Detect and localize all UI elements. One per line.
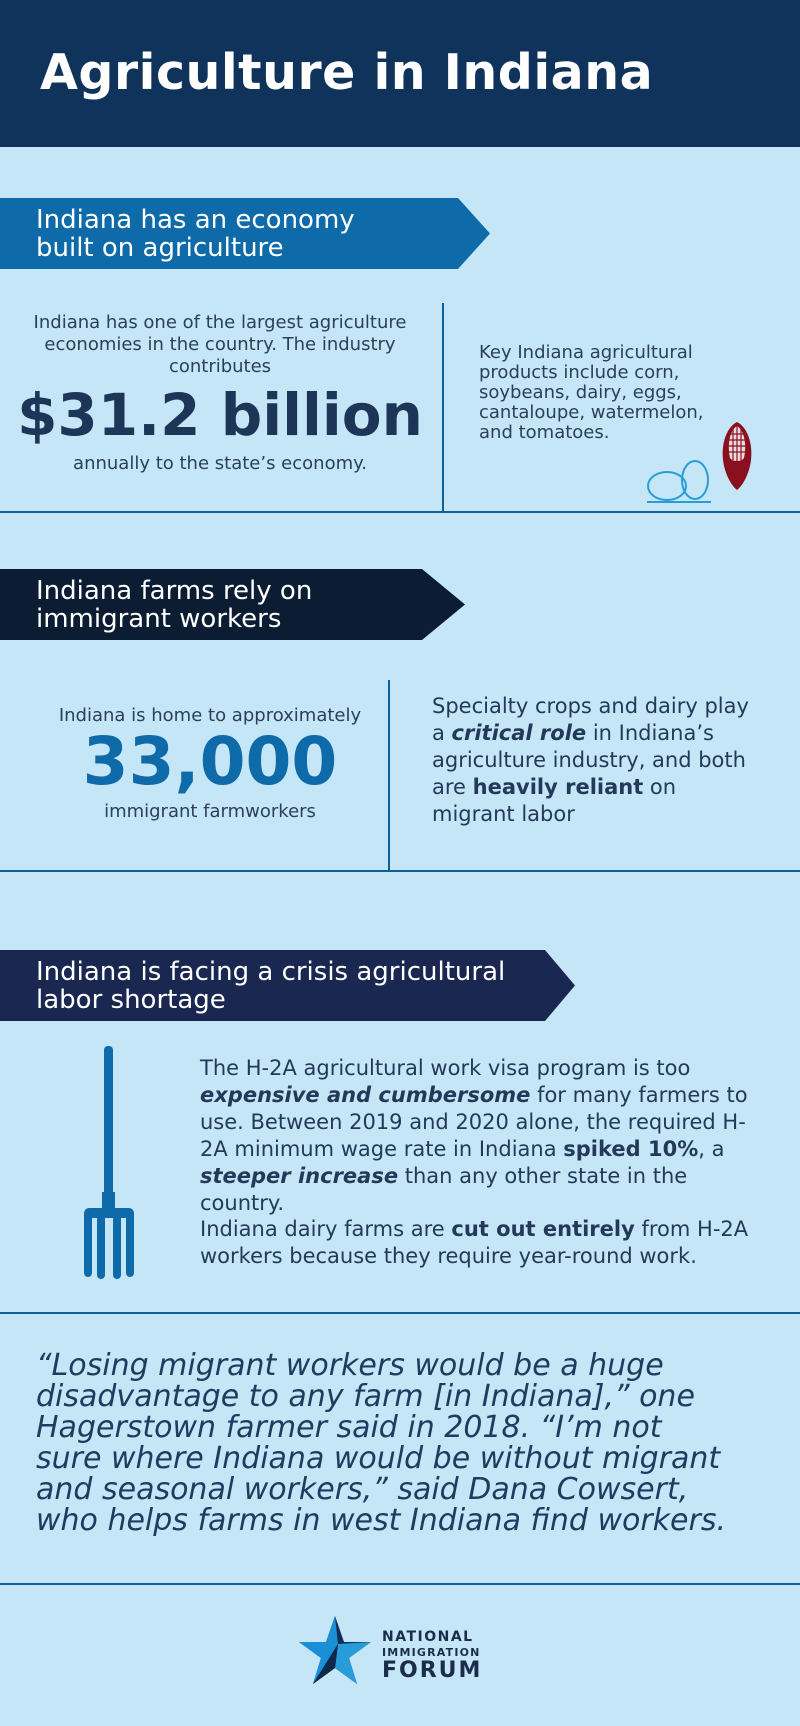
quote-bottom-rule (0, 1583, 800, 1585)
products-text: Key Indiana agricultural products include corn, soybeans, dairy, eggs, cantaloupe, watermelon, and tomatoes. (479, 342, 704, 443)
steeper-increase-emphasis: steeper increase (200, 1164, 399, 1188)
h2a-text-part: The H-2A agricultural work visa program is too (200, 1056, 691, 1080)
specialty-crops-text-part: in Indiana’s agriculture industry, and both are (432, 721, 746, 799)
specialty-crops-text-part: on migrant labor (432, 775, 677, 826)
dairy-text-part: from H-2A workers because they require year-round work. (200, 1217, 749, 1268)
page-header (0, 0, 800, 147)
expensive-emphasis: expensive and cumbersome (200, 1083, 531, 1107)
spiked-emphasis: spiked 10% (563, 1137, 699, 1161)
section-workers-heading: Indiana farms rely on immigrant workers (36, 575, 313, 634)
page-title: Agriculture in Indiana (40, 44, 654, 101)
h2a-text-part: for many farmers to use. Between 2019 and 2020 alone, the required H-2A minimum wage rate in Indiana (200, 1083, 748, 1161)
workers-intro-text: Indiana is home to approximately (58, 705, 362, 726)
economy-intro-text: Indiana has one of the largest agriculture economies in the country. The industry contributes (33, 312, 407, 377)
section2-divider (388, 680, 390, 870)
section3-bottom-rule (0, 1312, 800, 1314)
section1-bottom-rule (0, 511, 800, 513)
economy-outro-text: annually to the state’s economy. (73, 453, 367, 474)
star-logo-icon (298, 1614, 372, 1686)
logo-line-forum: FORUM (382, 1658, 483, 1683)
logo-line-national: NATIONAL (382, 1629, 474, 1645)
dairy-farms-text (200, 1216, 760, 1270)
h2a-text-part: , a (698, 1137, 725, 1161)
workers-count: 33,000 (82, 723, 338, 800)
pitchfork-icon (80, 1046, 138, 1280)
workers-outro-text: immigrant farmworkers (104, 801, 316, 822)
corn-icon (718, 420, 756, 492)
section-shortage-banner (0, 950, 575, 1021)
heavily-reliant-emphasis: heavily reliant (472, 775, 644, 799)
specialty-crops-text (432, 693, 752, 828)
farmer-quote: “Losing migrant workers would be a huge disadvantage to any farm [in Indiana],” one Hagerstown farmer said in 2018. “I’m not sure where Indiana would be without migrant and seasonal workers,” said Dana Cowsert, who helps farms in west Indiana find workers. (36, 1348, 727, 1538)
h2a-text-part: than any other state in the country. (200, 1164, 688, 1215)
dairy-text-part: Indiana dairy farms are (200, 1217, 452, 1241)
section-workers-banner (0, 569, 465, 640)
section2-bottom-rule (0, 870, 800, 872)
cut-out-emphasis: cut out entirely (451, 1217, 635, 1241)
h2a-program-text (200, 1055, 770, 1217)
section-economy-heading: Indiana has an economy built on agriculture (36, 204, 355, 263)
specialty-crops-text-part: Specialty crops and dairy play a (432, 694, 749, 745)
eggs-icon (643, 450, 713, 506)
section-shortage-heading: Indiana is facing a crisis agricultural labor shortage (36, 956, 506, 1015)
critical-role-emphasis: critical role (451, 721, 587, 745)
logo-line-immigration: IMMIGRATION (382, 1646, 481, 1659)
section1-divider (442, 303, 444, 512)
economy-amount: $31.2 billion (17, 381, 423, 449)
section-economy-banner (0, 198, 490, 269)
